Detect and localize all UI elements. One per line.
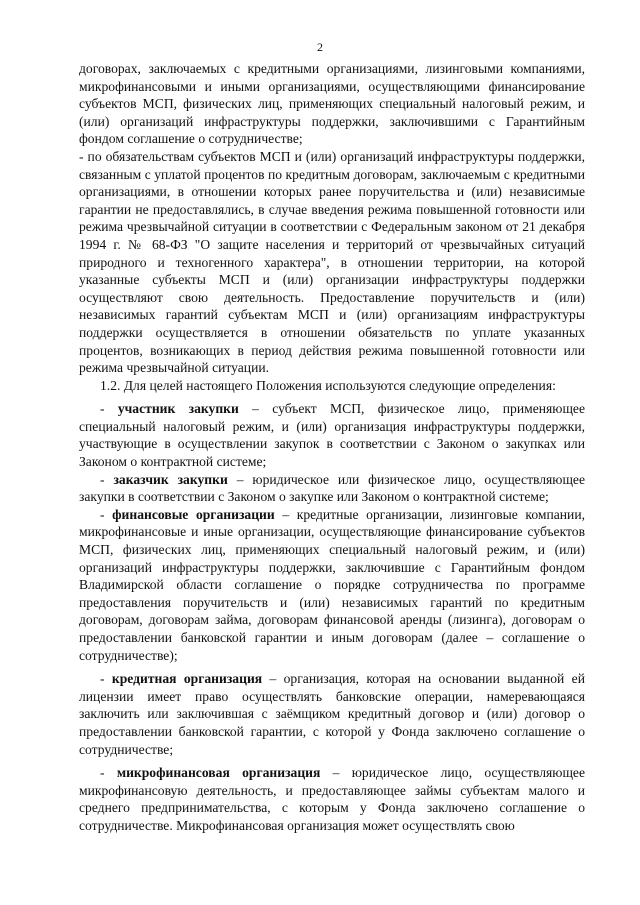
- paragraph-emergency-obligations: - по обязательствам субъектов МСП и (или) организаций инфраструктуры поддержки, связанным с уплатой процентов по кредитным договорам, заключаемым с кредитными организациями, в отношении которых ранее поручительства и (или) независимые гарантии не предоставлялись, в случае введения режима повышенной готовности или режима чрезвычайной ситуации в соответствии с Федеральным законом от 21 декабря 1994 г. № 68-ФЗ "О защите населения и территорий от чрезвычайных ситуаций природного и техногенного характера", в отношении территории, на которой указанные субъекты МСП и (или) организации инфраструктуры поддержки осуществляют свою деятельность. Предоставление поручительств и (или) независимых гарантий субъектам МСП и (или) организациям инфраструктуры поддержки осуществляется в отношении обязательств по уплате указанных процентов, возникающих в период действия режима повышенной готовности или режима чрезвычайной ситуации.: [79, 148, 585, 376]
- definition-financial-organizations: [79, 506, 585, 664]
- definition-text: – кредитные организации, лизинговые компании, микрофинансовые и иные организации, осуществляющие финансирование субъектов МСП, физических лиц, применяющих специальный налоговый режим, и (или) организаций инфраструктуры поддержки, заключившие с Гарантийным фондом Владимирской области соглашение о порядке сотрудничества по программе предоставления поручительств и (или) независимых гарантий по кредитным договорам, договорам займа, договорам финансовой аренды (лизинга), договорам о предоставлении банковской гарантии и иным договорам (далее – соглашение о сотрудничестве);: [79, 506, 585, 663]
- definition-dash: -: [100, 671, 112, 687]
- page-number: 2: [317, 40, 323, 54]
- definition-dash: -: [100, 765, 117, 781]
- definition-procurement-customer: [79, 471, 585, 506]
- definition-term: финансовые организации: [112, 506, 275, 522]
- definition-dash: -: [100, 506, 113, 522]
- definition-text: – юридическое лицо, осуществляющее микрофинансовую деятельность, и предоставляющее займы субъектам малого и среднего предпринимательства, с которым у Фонда заключено соглашение о сотрудничестве. Микрофинансовая организация может осуществлять свою: [79, 765, 585, 833]
- definition-term: участник закупки: [117, 401, 239, 417]
- definition-text: – субъект МСП, физическое лицо, применяющее специальный налоговый режим, и (или) организация инфраструктуры поддержки, участвующие в осуществлении закупок в соответствии с Законом о закупках или Законом о контрактной системе;: [79, 401, 585, 470]
- definition-text: – организация, которая на основании выданной ей лицензии имеет право осуществлять банковские операции, намеревающаяся заключить или заключившая с заёмщиком кредитный договор и (или) договор о предоставлении банковской гарантии, с которой у Фонда заключено соглашение о сотрудничестве;: [79, 671, 585, 757]
- paragraph-contracts-continuation: договорах, заключаемых с кредитными организациями, лизинговыми компаниями, микрофинансовыми и иными организациями, осуществляющими финансирование субъектов МСП, физических лиц, применяющих специальный налоговый режим, и (или) организаций инфраструктуры поддержки, заключившими с Гарантийным фондом соглашение о сотрудничестве;: [79, 61, 585, 147]
- definition-term: заказчик закупки: [113, 471, 228, 487]
- definition-procurement-participant: [79, 400, 585, 470]
- definition-microfinance-organization: [79, 764, 585, 834]
- definition-term: микрофинансовая организация: [116, 765, 321, 781]
- definition-credit-organization: [79, 670, 585, 758]
- definition-term: кредитная организация: [111, 671, 263, 687]
- section-1-2-intro: 1.2. Для целей настоящего Положения используются следующие определения:: [100, 377, 556, 393]
- definition-text: – юридическое или физическое лицо, осуществляющее закупки в соответствии с Законом о закупке или Законом о контрактной системе;: [79, 471, 585, 505]
- definition-dash: -: [100, 401, 118, 417]
- definition-dash: -: [100, 471, 114, 487]
- document-body: [79, 60, 585, 835]
